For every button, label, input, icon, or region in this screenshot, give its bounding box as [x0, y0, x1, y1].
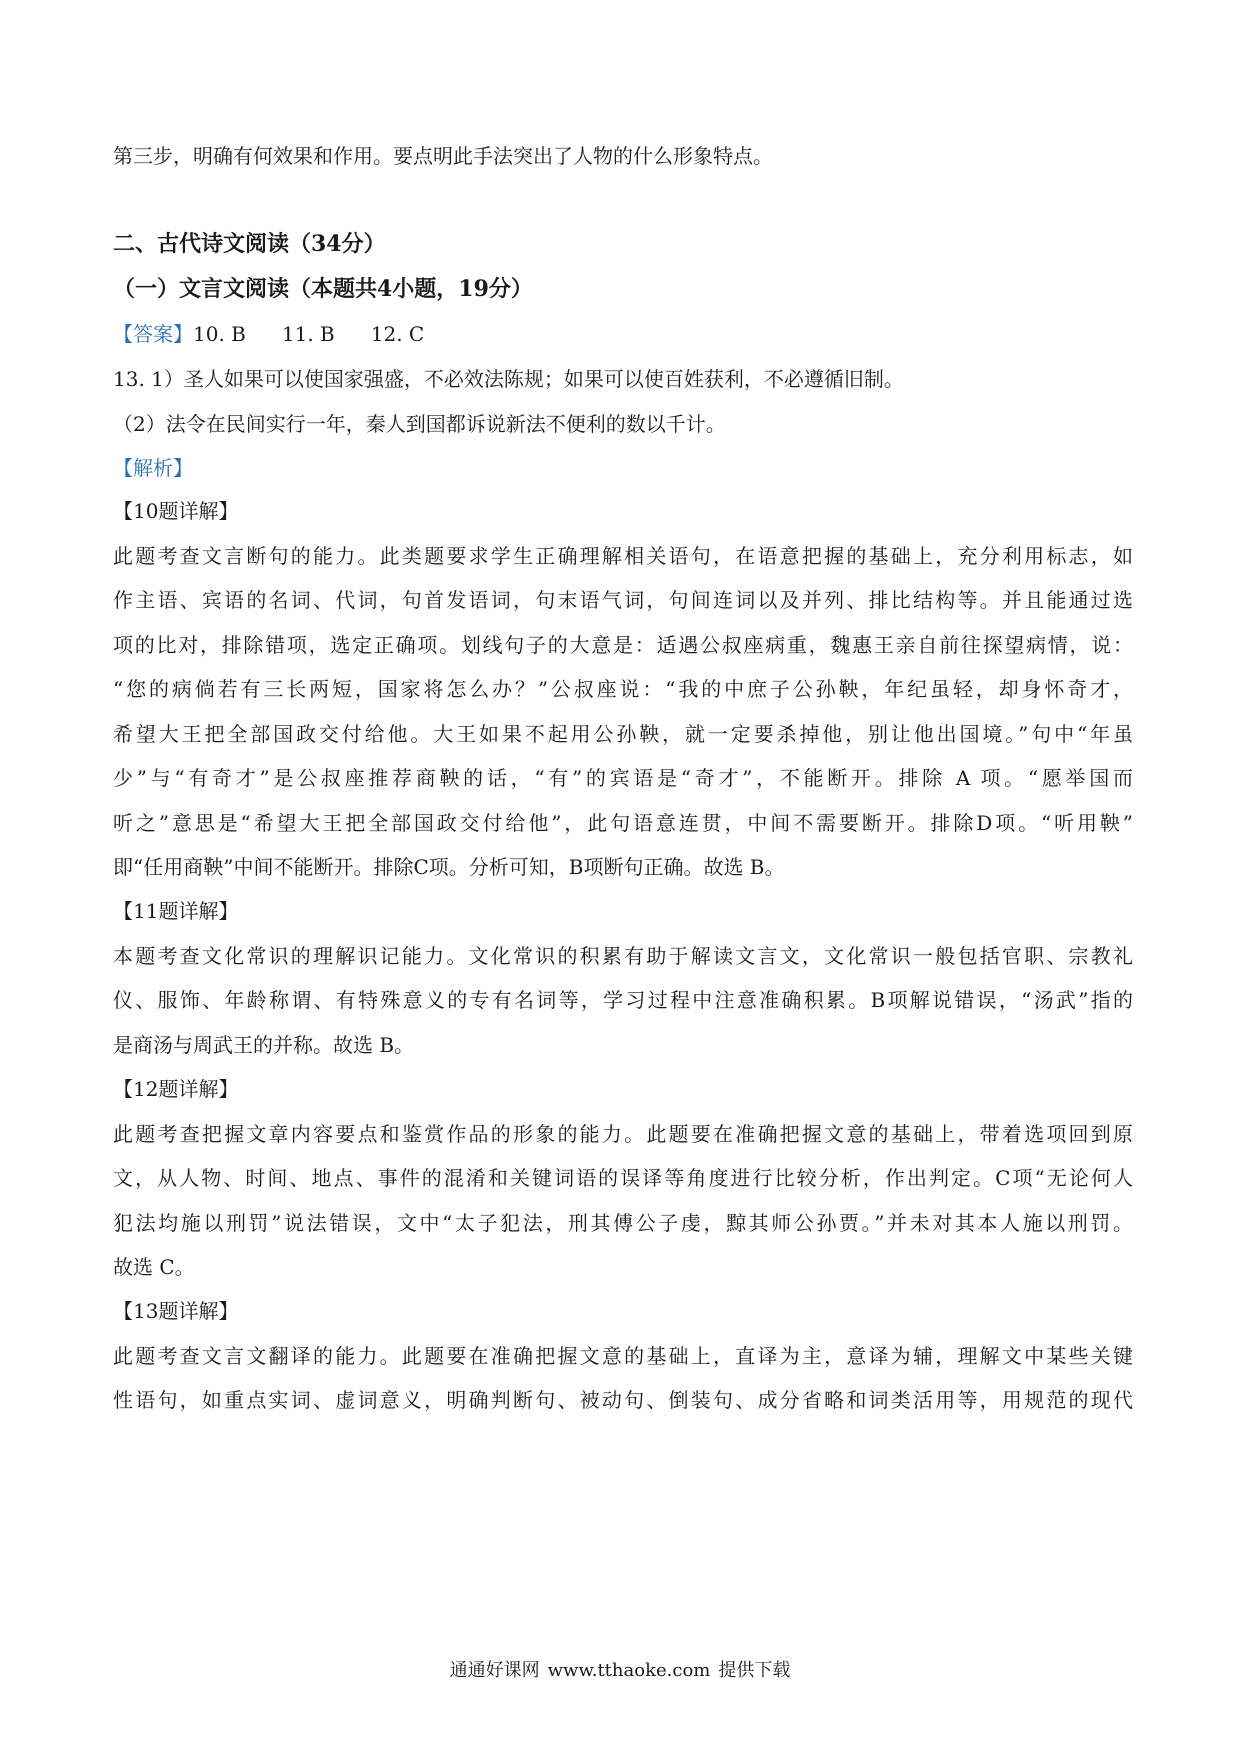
answer-13-part2: （2）法令在民间实行一年，秦人到国都诉说新法不便利的数以千计。 — [113, 412, 726, 436]
analysis-label: 【解析】 — [113, 456, 193, 480]
q10-title: 【10题详解】 — [113, 499, 239, 523]
footer-site-name: 通通好课网 — [449, 1660, 540, 1681]
footer-download-text: 提供下载 — [718, 1660, 791, 1681]
q10-paragraph-line: 即“任用商鞅”中间不能断开。排除C项。分析可知，B项断句正确。故选 B。 — [113, 855, 785, 879]
q10-paragraph-line: 少”与“有奇才”是公叔座推荐商鞅的话，“有”的宾语是“奇才”，不能断开。排除 A 项。“愿举国而 — [113, 766, 1133, 790]
page-footer — [0, 1658, 1240, 1684]
q10-paragraph-line: 希望大王把全部国政交付给他。大王如果不起用公孙鞅，就一定要杀掉他，别让他出国境。”句中“年虽 — [113, 722, 1133, 746]
q12-paragraph-line: 故选 C。 — [113, 1255, 195, 1279]
q10-paragraph-line: 此题考查文言断句的能力。此类题要求学生正确理解相关语句，在语意把握的基础上，充分利用标志，如 — [113, 544, 1133, 568]
q12-paragraph-line: 此题考查把握文章内容要点和鉴赏作品的形象的能力。此题要在准确把握文意的基础上，带着选项回到原 — [113, 1122, 1133, 1146]
answer-label: 【答案】 — [113, 322, 193, 346]
answer-13-part1: 13. 1）圣人如果可以使国家强盛，不必效法陈规；如果可以使百姓获利，不必遵循旧制。 — [113, 367, 904, 391]
answer-line — [113, 320, 1133, 348]
q12-paragraph-line: 犯法均施以刑罚”说法错误，文中“太子犯法，刑其傅公子虔，黥其师公孙贾。”并未对其本人施以刑罚。 — [113, 1211, 1133, 1235]
q13-title: 【13题详解】 — [113, 1299, 239, 1323]
q12-paragraph-line: 文，从人物、时间、地点、事件的混淆和关键词语的误译等角度进行比较分析，作出判定。C项“无论何人 — [113, 1166, 1133, 1190]
q12-title: 【12题详解】 — [113, 1077, 239, 1101]
q11-paragraph-line: 本题考查文化常识的理解识记能力。文化常识的积累有助于解读文言文，文化常识一般包括官职、宗教礼 — [113, 944, 1133, 968]
q10-paragraph-line: 听之”意思是“希望大王把全部国政交付给他”，此句语意连贯，中间不需要断开。排除D项。“听用鞅” — [113, 811, 1133, 835]
answer-11: 11. B — [281, 322, 335, 346]
answer-12: 12. C — [370, 322, 425, 346]
q10-paragraph-line: 项的比对，排除错项，选定正确项。划线句子的大意是：适遇公叔座病重，魏惠王亲自前往探望病情，说： — [113, 633, 1133, 657]
section-heading: 二、古代诗文阅读（34分） — [113, 231, 386, 257]
q11-paragraph-line: 是商汤与周武王的并称。故选 B。 — [113, 1033, 415, 1057]
q11-paragraph-line: 仪、服饰、年龄称谓、有特殊意义的专有名词等，学习过程中注意准确积累。B项解说错误，“汤武”指的 — [113, 988, 1133, 1012]
q10-paragraph-line: “您的病倘若有三长两短，国家将怎么办？”公叔座说：“我的中庶子公孙鞅，年纪虽轻，却身怀奇才， — [113, 677, 1133, 701]
q13-paragraph-line: 此题考查文言文翻译的能力。此题要在准确把握文意的基础上，直译为主，意译为辅，理解文中某些关键 — [113, 1344, 1133, 1368]
q13-paragraph-line: 性语句，如重点实词、虚词意义，明确判断句、被动句、倒装句、成分省略和词类活用等，用规范的现代 — [113, 1388, 1133, 1412]
subsection-heading: （一）文言文阅读（本题共4小题，19分） — [113, 276, 533, 302]
answer-10: 10. B — [193, 322, 246, 346]
q11-title: 【11题详解】 — [113, 899, 239, 923]
footer-url[interactable]: www.tthaoke.com — [547, 1660, 711, 1681]
step3-line: 第三步，明确有何效果和作用。要点明此手法突出了人物的什么形象特点。 — [113, 144, 773, 168]
q10-paragraph-line: 作主语、宾语的名词、代词，句首发语词，句末语气词，句间连词以及并列、排比结构等。并且能通过选 — [113, 588, 1133, 612]
